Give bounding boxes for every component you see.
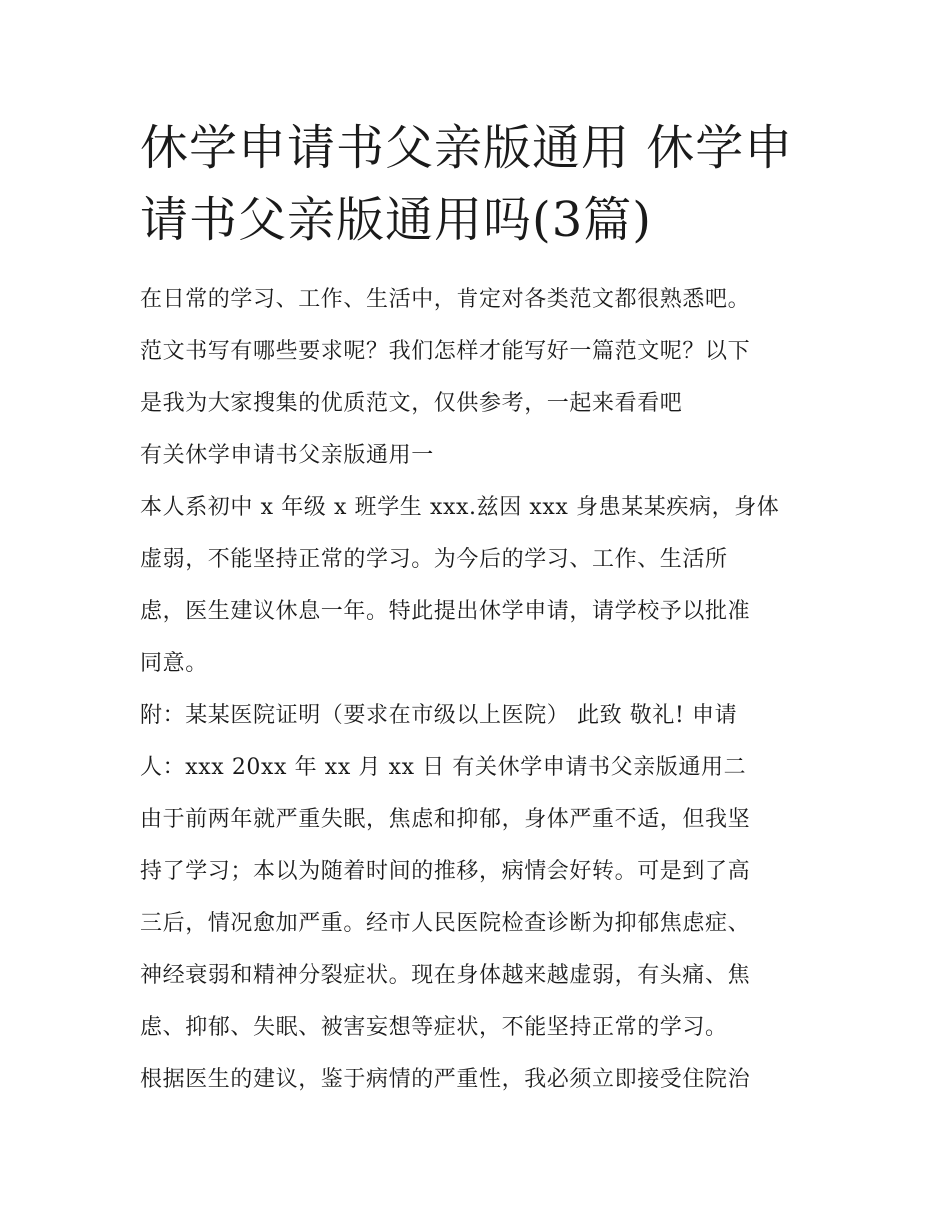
letter-1-attachment-line-2: 人：xxx 20xx 年 xx 月 xx 日 有关休学申请书父亲版通用二 <box>140 755 747 780</box>
section-heading-1: 有关休学申请书父亲版通用一 <box>140 443 434 468</box>
letter-2-line-1: 由于前两年就严重失眠，焦虑和抑郁，身体严重不适，但我坚 <box>140 807 751 832</box>
intro-line-3: 是我为大家搜集的优质范文，仅供参考，一起来看看吧 <box>140 391 683 416</box>
letter-1-attachment-line-1: 附：某某医院证明（要求在市级以上医院） 此致 敬礼! 申请 <box>140 703 738 728</box>
intro-line-1: 在日常的学习、工作、生活中，肯定对各类范文都很熟悉吧。 <box>140 287 751 312</box>
intro-line-2: 范文书写有哪些要求呢？我们怎样才能写好一篇范文呢？以下 <box>140 339 751 364</box>
letter-2-line-2: 持了学习；本以为随着时间的推移，病情会好转。可是到了高 <box>140 859 751 884</box>
letter-2-line-6: 根据医生的建议，鉴于病情的严重性，我必须立即接受住院治 <box>140 1067 751 1092</box>
letter-1-line-4: 同意。 <box>140 651 208 676</box>
letter-1-line-1: 本人系初中 x 年级 x 班学生 xxx.兹因 xxx 身患某某疾病，身体 <box>140 495 780 520</box>
letter-1-line-3: 虑，医生建议休息一年。特此提出休学申请，请学校予以批准 <box>140 599 751 624</box>
title-line-1: 休学申请书父亲版通用 休学申 <box>140 120 794 176</box>
letter-1-line-2: 虚弱，不能坚持正常的学习。为今后的学习、工作、生活所 <box>140 547 728 572</box>
letter-2-line-3: 三后，情况愈加严重。经市人民医院检查诊断为抑郁焦虑症、 <box>140 911 751 936</box>
title-line-2: 请书父亲版通用吗(3篇) <box>140 192 652 248</box>
document-body <box>140 274 820 1106</box>
letter-2-line-4: 神经衰弱和精神分裂症状。现在身体越来越虚弱，有头痛、焦 <box>140 963 751 988</box>
document-title <box>140 112 830 256</box>
letter-2-line-5: 虑、抑郁、失眠、被害妄想等症状，不能坚持正常的学习。 <box>140 1015 728 1040</box>
